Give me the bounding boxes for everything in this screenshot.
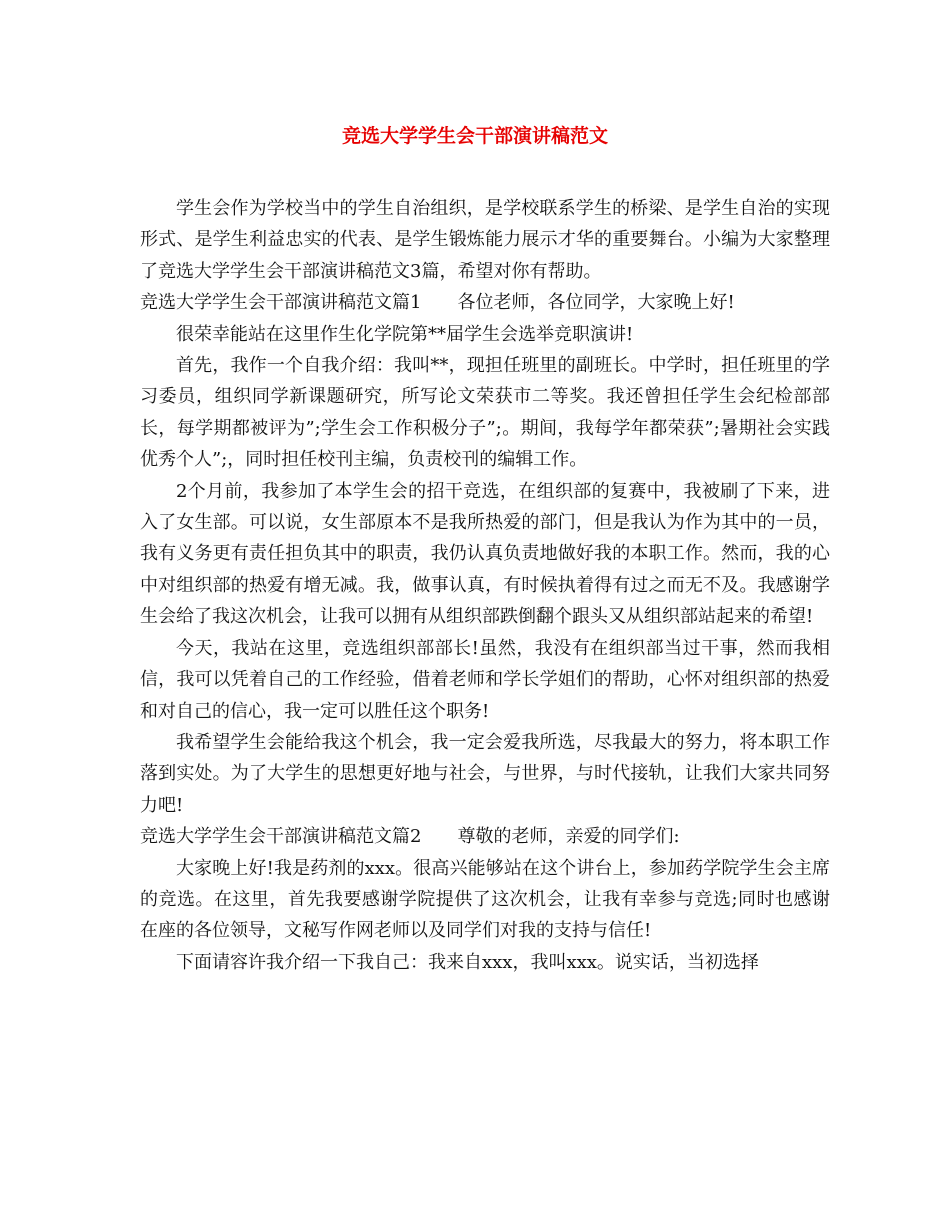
document-title: 竞选大学学生会干部演讲稿范文 [341,125,608,147]
section-heading-2: 竞选大学学生会干部演讲稿范文篇2 尊敬的老师，亲爱的同学们: [140,826,680,848]
paragraph-intro: 学生会作为学校当中的学生自治组织，是学校联系学生的桥梁、是学生自治的实现形式、是学生利益忠实的代表、是学生锻炼能力展示才华的重要舞台。小编为大家整理了竞选大学学生会干部演讲稿范文3篇，希望对你有帮助。 [140,198,830,282]
document-body [140,193,830,978]
paragraph: 大家晚上好!我是药剂的xxx。很高兴能够站在这个讲台上，参加药学院学生会主席的竞选。在这里，首先我要感谢学院提供了这次机会，让我有幸参与竞选;同时也感谢在座的各位领导，文秘写作网老师以及同学们对我的支持与信任! [140,857,830,942]
paragraph: 下面请容许我介绍一下我自己：我来自xxx，我叫xxx。说实话，当初选择 [176,951,759,973]
section-heading-1: 竞选大学学生会干部演讲稿范文篇1 各位老师，各位同学，大家晚上好! [140,292,735,314]
paragraph: 今天，我站在这里，竞选组织部部长!虽然，我没有在组织部当过干事，然而我相信，我可以凭着自己的工作经验，借着老师和学长学姐们的帮助，心怀对组织部的热爱和对自己的信心，我一定可以胜任这个职务! [140,637,830,722]
paragraph: 很荣幸能站在这里作生化学院第**届学生会选举竞职演讲! [176,323,634,345]
paragraph: 我希望学生会能给我这个机会，我一定会爱我所选，尽我最大的努力，将本职工作落到实处。为了大学生的思想更好地与社会，与世界，与时代接轨，让我们大家共同努力吧! [140,731,830,816]
paragraph: 首先，我作一个自我介绍：我叫**，现担任班里的副班长。中学时，担任班里的学习委员，组织同学新课题研究，所写论文荣获市二等奖。我还曾担任学生会纪检部部长，每学期都被评为”;学生会工作积极分子”;。期间，我每学年都荣获”;暑期社会实践优秀个人”;，同时担任校刊主编，负责校刊的编辑工作。 [140,355,830,471]
paragraph: 2个月前，我参加了本学生会的招干竞选，在组织部的复赛中，我被刷了下来，进入了女生部。可以说，女生部原本不是我所热爱的部门，但是我认为作为其中的一员，我有义务更有责任担负其中的职责，我仍认真负责地做好我的本职工作。然而，我的心中对组织部的热爱有增无减。我，做事认真，有时候执着得有过之而无不及。我感谢学生会给了我这次机会，让我可以拥有从组织部跌倒翻个跟头又从组织部站起来的希望! [140,480,830,628]
